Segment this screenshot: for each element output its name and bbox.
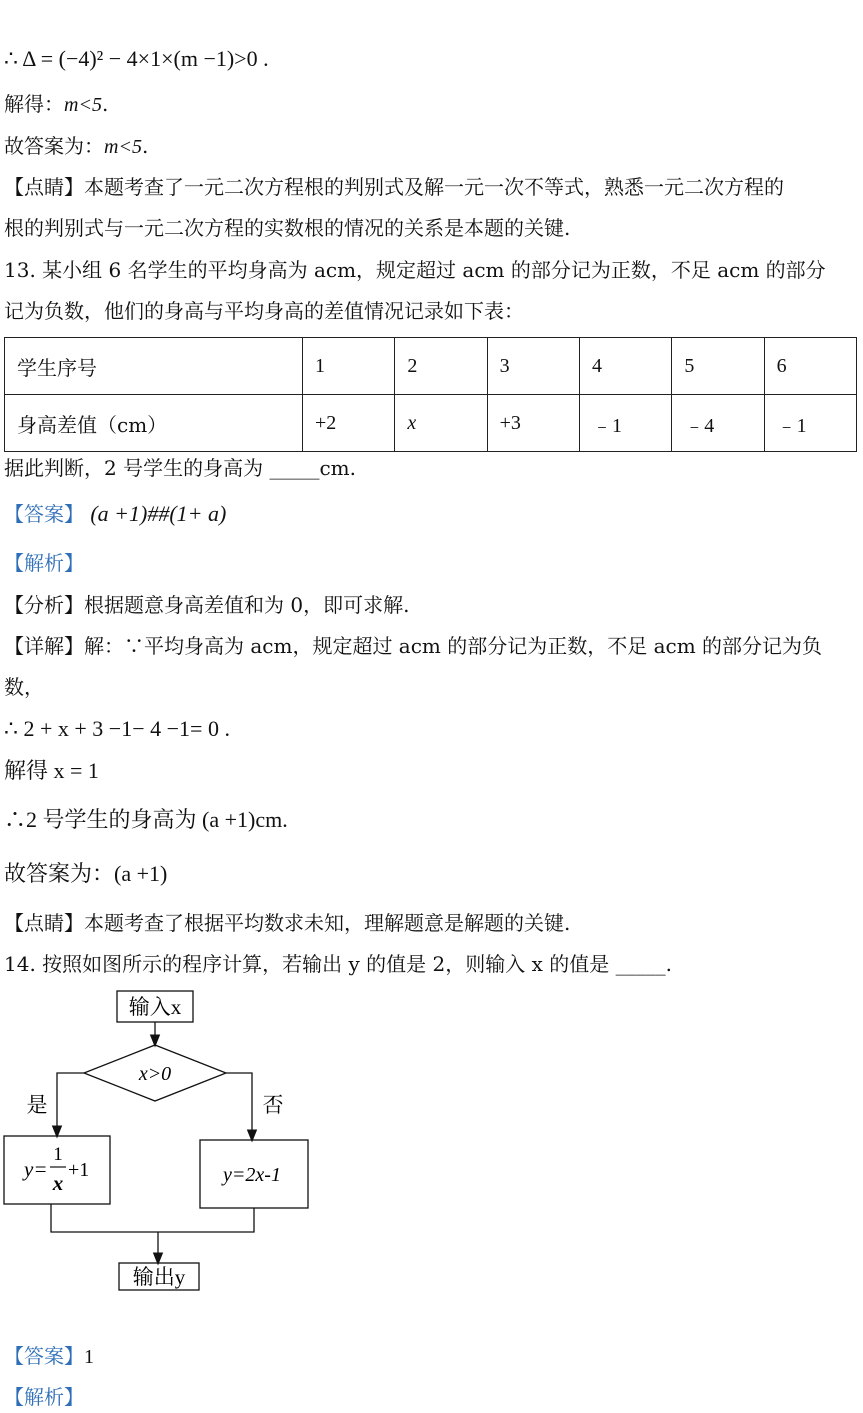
left-formula-numerator: 1	[53, 1144, 63, 1165]
analysis-fenxi: 【分析】根据题意身高差值和为 0，即可求解.	[4, 593, 410, 617]
table-cell: 学生序号	[5, 338, 303, 395]
comment-12-line-1: 【点睛】本题考查了一元二次方程根的判别式及解一元一次不等式，熟悉一元二次方程的	[4, 175, 784, 199]
table-cell: ﹣1	[579, 395, 671, 452]
output-text: 输出y	[132, 1265, 186, 1289]
table-cell: 5	[672, 338, 764, 395]
answer-label-13: 【答案】	[4, 502, 84, 526]
left-formula-tail: +1	[68, 1159, 90, 1181]
analysis-label: 【解析】	[4, 551, 84, 575]
answer-result-12: m<5	[104, 136, 142, 158]
table-cell: x	[395, 395, 487, 452]
analysis-label-14: 【解析】	[4, 1385, 84, 1409]
table-cell: ﹣1	[764, 395, 856, 452]
solve-period: .	[101, 92, 109, 116]
table-cell: 1	[303, 338, 395, 395]
answer-period-12: .	[141, 134, 149, 158]
table-cell: 6	[764, 338, 856, 395]
answer-label-12: 故答案为：	[4, 134, 104, 158]
equation-height: ∴2 号学生的身高为 (a +1)cm.	[4, 807, 288, 832]
solve-result: m<5	[64, 94, 102, 116]
discriminant-line: ∴ Δ = (−4)² − 4×1×(m −1)>0 .	[4, 46, 269, 71]
answer-value-13: (a +1)##(1+ a)	[90, 501, 227, 526]
table-cell: 3	[487, 338, 579, 395]
question-13-stem-2: 记为负数，他们的身高与平均身高的差值情况记录如下表：	[4, 299, 524, 323]
table-cell: +3	[487, 395, 579, 452]
answer-13	[4, 500, 226, 528]
table-row	[5, 338, 857, 395]
no-label: 否	[262, 1093, 284, 1117]
table-cell: 4	[579, 338, 671, 395]
answer-value-14: 1	[84, 1346, 94, 1368]
comment-12-line-2: 根的判别式与一元二次方程的实数根的情况的关系是本题的关键.	[4, 216, 571, 240]
table-cell: 身高差值（cm）	[5, 395, 303, 452]
answer-label-14: 【答案】	[4, 1344, 84, 1368]
answer-14	[4, 1342, 94, 1371]
question-13-stem-1: 13. 某小组 6 名学生的平均身高为 acm，规定超过 acm 的部分记为正数，不足 acm 的部分	[4, 258, 826, 282]
height-difference-table	[4, 337, 857, 452]
arrow-no	[226, 1073, 252, 1136]
input-text: 输入x	[128, 995, 182, 1019]
comment-13: 【点睛】本题考查了根据平均数求未知，理解题意是解题的关键.	[4, 911, 571, 935]
program-flowchart	[0, 985, 340, 1295]
left-formula-y: y=	[24, 1157, 48, 1181]
question-13-stem-3: 据此判断，2 号学生的身高为 _____cm.	[4, 456, 356, 480]
table-cell: 2	[395, 338, 487, 395]
answer-final-13: 故答案为：(a +1)	[4, 861, 168, 886]
yes-label: 是	[26, 1093, 48, 1117]
detail-line-2: 数，	[4, 675, 44, 699]
arrow-yes	[57, 1073, 84, 1132]
question-14-stem: 14. 按照如图所示的程序计算，若输出 y 的值是 2，则输入 x 的值是 _____.	[4, 952, 672, 976]
condition-text: x>0	[138, 1063, 172, 1085]
left-formula-denominator: x	[52, 1171, 64, 1195]
solve-line	[4, 90, 108, 119]
table-cell: ﹣4	[672, 395, 764, 452]
equation-solve: 解得 x = 1	[4, 758, 99, 783]
answer-line-12	[4, 132, 148, 161]
table-row	[5, 395, 857, 452]
right-formula-text: y=2x-1	[223, 1164, 281, 1186]
equation-sum: ∴ 2 + x + 3 −1− 4 −1= 0 .	[4, 716, 230, 741]
table-cell: +2	[303, 395, 395, 452]
detail-line-1: 【详解】解：∵平均身高为 acm，规定超过 acm 的部分记为正数，不足 acm 的部分记为负	[4, 634, 823, 658]
solve-label: 解得：	[4, 92, 64, 116]
